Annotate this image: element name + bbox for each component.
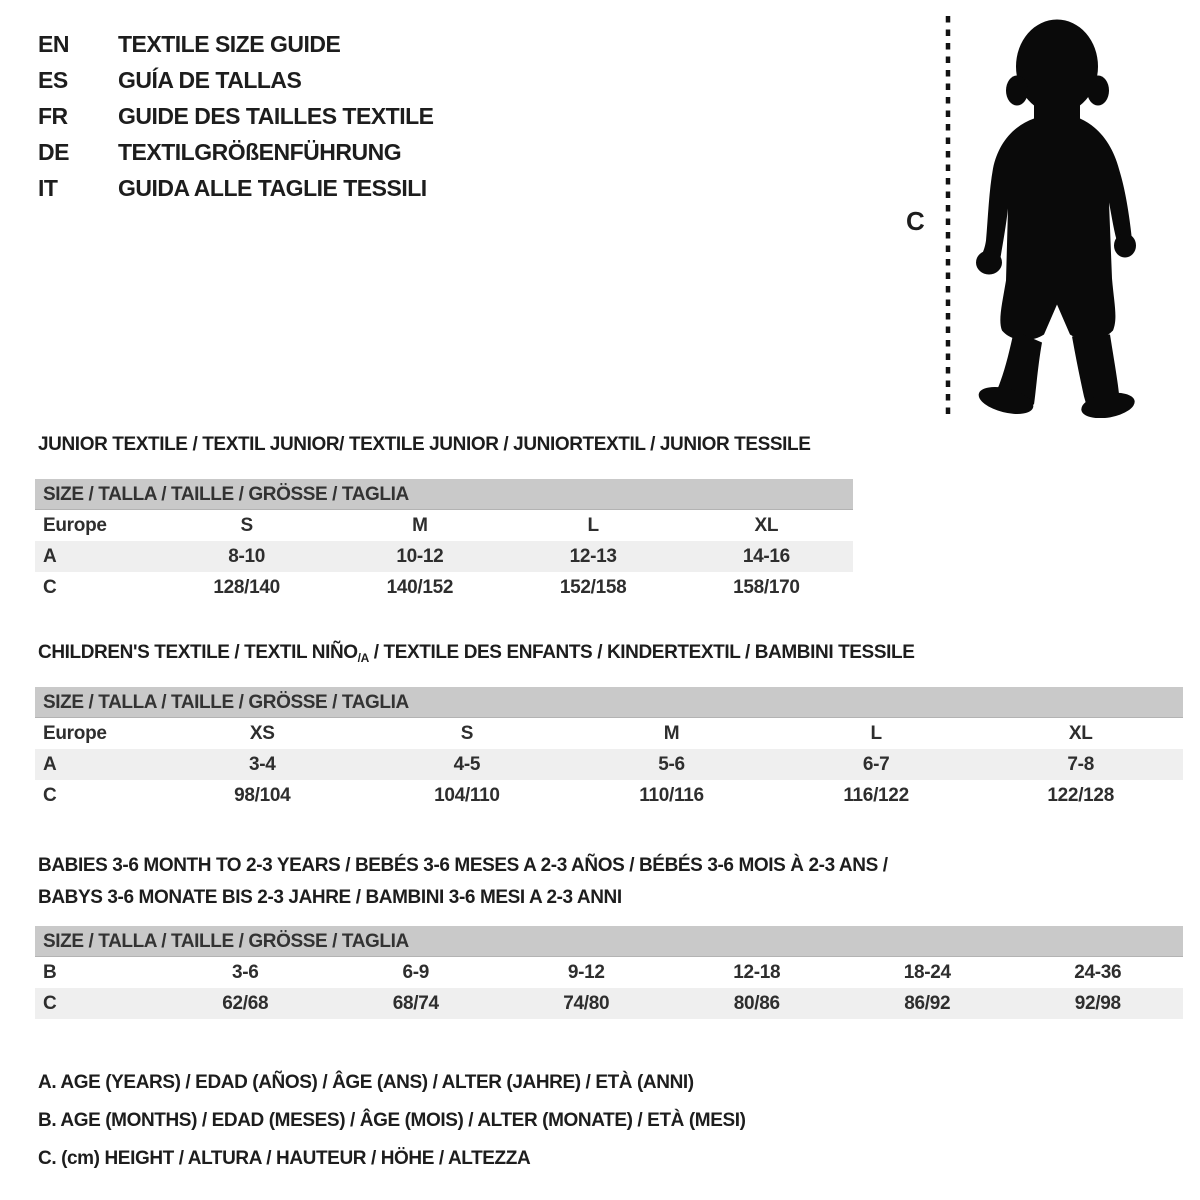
table-row: [35, 988, 1183, 1019]
children-table: [35, 687, 1183, 811]
row-label: Europe: [43, 722, 107, 744]
table-cell: S: [240, 514, 253, 536]
row-label: A: [43, 545, 57, 567]
table-row: [35, 749, 1183, 780]
language-row: [38, 98, 434, 134]
language-title-list: [38, 26, 434, 206]
row-label: C: [43, 576, 57, 598]
table-row: [35, 957, 1183, 988]
language-code: DE: [38, 138, 69, 165]
babies-heading-line-1: BABIES 3-6 MONTH TO 2-3 YEARS / BEBÉS 3-6 MESES A 2-3 AÑOS / BÉBÉS 3-6 MOIS À 2-3 ANS /: [38, 855, 888, 876]
table-cell: 10-12: [396, 545, 444, 567]
babies-heading-line-2: BABYS 3-6 MONATE BIS 2-3 JAHRE / BAMBINI 3-6 MESI A 2-3 ANNI: [38, 887, 622, 908]
table-cell: 158/170: [733, 576, 800, 598]
language-label: TEXTILGRÖßENFÜHRUNG: [118, 138, 402, 165]
table-cell: 122/128: [1047, 784, 1114, 806]
table-cell: 62/68: [222, 992, 269, 1014]
table-cell: 140/152: [386, 576, 454, 598]
table-cell: M: [412, 514, 428, 536]
size-header-bar: SIZE / TALLA / TAILLE / GRÖSSE / TAGLIA: [35, 479, 853, 510]
babies-section-heading: [38, 850, 888, 914]
table-cell: XL: [1068, 722, 1093, 744]
measurement-legend: [38, 1064, 746, 1178]
row-label: B: [43, 961, 57, 983]
language-row: [38, 62, 434, 98]
table-cell: 12-18: [733, 961, 781, 983]
table-cell: 8-10: [228, 545, 266, 567]
table-cell: 104/110: [434, 784, 500, 806]
language-code: FR: [38, 102, 68, 129]
table-cell: 24-36: [1074, 961, 1122, 983]
children-heading-prefix: CHILDREN'S TEXTILE / TEXTIL NIÑO: [38, 642, 358, 663]
row-label: C: [43, 992, 57, 1014]
table-row: [35, 572, 853, 603]
table-cell: 128/140: [213, 576, 280, 598]
junior-section-heading: JUNIOR TEXTILE / TEXTIL JUNIOR/ TEXTILE JUNIOR / JUNIORTEXTIL / JUNIOR TESSILE: [38, 434, 811, 455]
babies-table: [35, 926, 1183, 1019]
children-heading-suffix: / TEXTILE DES ENFANTS / KINDERTEXTIL / BAMBINI TESSILE: [368, 642, 915, 663]
language-code: ES: [38, 66, 68, 93]
table-cell: 86/92: [904, 992, 951, 1014]
row-label: A: [43, 753, 57, 775]
junior-table: [35, 479, 853, 603]
table-cell: 18-24: [903, 961, 951, 983]
children-section-heading: [38, 642, 914, 665]
language-label: GUÍA DE TALLAS: [118, 66, 302, 93]
table-cell: 6-7: [862, 753, 890, 775]
table-cell: 110/116: [639, 784, 704, 806]
table-cell: L: [587, 514, 599, 536]
legend-line-b: B. AGE (MONTHS) / EDAD (MESES) / ÂGE (MOIS) / ALTER (MONATE) / ETÀ (MESI): [38, 1110, 746, 1131]
table-row: [35, 780, 1183, 811]
language-code: EN: [38, 30, 69, 57]
table-cell: 80/86: [733, 992, 780, 1014]
table-cell: 12-13: [569, 545, 617, 567]
table-cell: XL: [754, 514, 779, 536]
language-row: [38, 26, 434, 62]
table-cell: M: [663, 722, 680, 744]
table-cell: 9-12: [567, 961, 605, 983]
table-cell: XS: [249, 722, 275, 744]
language-row: [38, 134, 434, 170]
row-label: Europe: [43, 514, 107, 536]
table-cell: 6-9: [402, 961, 430, 983]
table-cell: 116/122: [843, 784, 909, 806]
measure-label-c: C: [906, 206, 925, 236]
size-header-bar: SIZE / TALLA / TAILLE / GRÖSSE / TAGLIA: [35, 687, 1183, 718]
table-cell: 5-6: [658, 753, 685, 775]
height-measure-line: [944, 16, 952, 420]
language-label: GUIDA ALLE TAGLIE TESSILI: [118, 174, 427, 201]
table-cell: 7-8: [1067, 753, 1094, 775]
table-cell: 98/104: [234, 784, 291, 806]
table-row: [35, 541, 853, 572]
table-cell: 152/158: [559, 576, 627, 598]
language-label: GUIDE DES TAILLES TEXTILE: [118, 102, 434, 129]
language-row: [38, 170, 434, 206]
children-heading-subscript: /A: [357, 651, 369, 665]
language-code: IT: [38, 174, 58, 201]
table-cell: 74/80: [563, 992, 610, 1014]
table-cell: 3-6: [231, 961, 259, 983]
language-label: TEXTILE SIZE GUIDE: [118, 30, 341, 57]
table-cell: S: [460, 722, 474, 744]
table-cell: 92/98: [1074, 992, 1121, 1014]
toddler-silhouette-icon: [962, 12, 1144, 418]
row-label: C: [43, 784, 57, 806]
size-header-bar: SIZE / TALLA / TAILLE / GRÖSSE / TAGLIA: [35, 926, 1183, 957]
table-cell: 3-4: [249, 753, 276, 775]
table-row: [35, 510, 853, 541]
legend-line-c: C. (cm) HEIGHT / ALTURA / HAUTEUR / HÖHE / ALTEZZA: [38, 1148, 531, 1169]
table-cell: 4-5: [453, 753, 481, 775]
table-cell: 68/74: [392, 992, 439, 1014]
table-row: [35, 718, 1183, 749]
table-cell: 14-16: [742, 545, 790, 567]
legend-line-a: A. AGE (YEARS) / EDAD (AÑOS) / ÂGE (ANS) / ALTER (JAHRE) / ETÀ (ANNI): [38, 1072, 694, 1093]
table-cell: L: [870, 722, 882, 744]
